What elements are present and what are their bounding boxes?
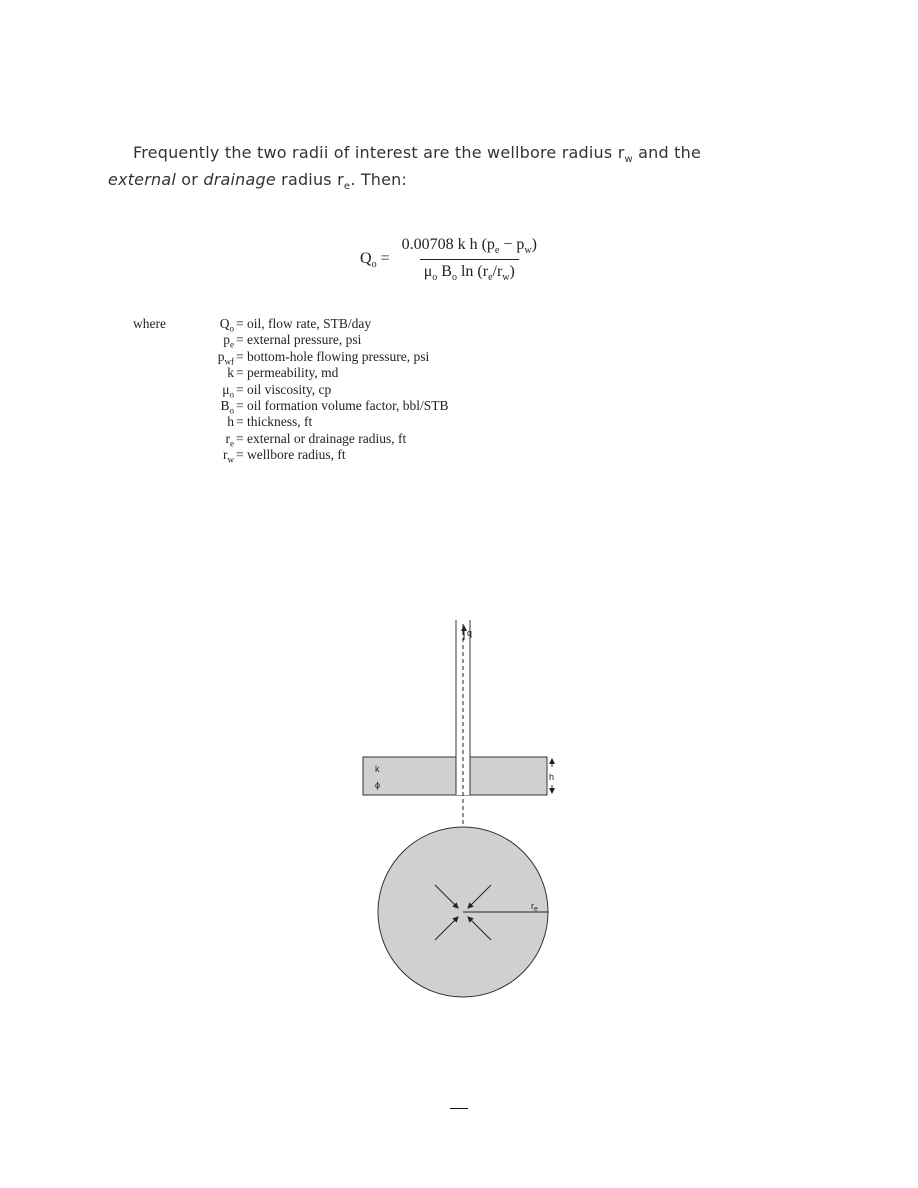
permeability-label: k: [375, 764, 380, 774]
definition-row: $\mu_o$ = oil viscosity, cp: [222, 381, 332, 400]
intro-line-2: external or drainage radius $r_e$. Then:: [108, 170, 408, 193]
definition-row: $r_e$ = external or drainage radius, ft: [225, 430, 407, 449]
porosity-label: ϕ: [375, 780, 381, 790]
intro-paragraph: [108, 143, 853, 197]
definition-row: where $Q_o$ = oil, flow rate, STB/day: [133, 316, 372, 334]
flow-rate-equation: [360, 236, 541, 283]
equation-denominator: $\mu_o$ $B_o$ $\ln (r_e/r_w)$: [420, 259, 519, 283]
intro-line-1: Frequently the two radii of interest are the wellbore radius $r_w$ and the: [133, 143, 702, 166]
definition-row: $B_o$ = oil formation volume factor, bbl/STB: [220, 397, 449, 416]
flow-label: q: [467, 628, 473, 638]
definition-row: $r_w$ = wellbore radius, ft: [223, 447, 346, 465]
definition-row: k = permeability, md: [227, 365, 339, 381]
definition-row: h = thickness, ft: [227, 414, 313, 430]
equation-fraction: [398, 236, 541, 283]
equation-lhs: $Q_o$ =: [360, 249, 390, 270]
radial-flow-diagram: [355, 620, 565, 1020]
variable-definitions: [133, 316, 449, 464]
radius-label: $r_e$: [531, 901, 538, 913]
thickness-label: h: [549, 772, 555, 782]
definition-row: $p_e$ = external pressure, psi: [223, 332, 362, 351]
page-number: [450, 1108, 468, 1109]
equation-numerator: 0.00708 k h $(p_e - p_w)$: [401, 236, 537, 257]
definition-row: $p_{wf}$ = bottom-hole flowing pressure, psi: [217, 348, 430, 367]
reservoir-slab: [363, 757, 547, 795]
